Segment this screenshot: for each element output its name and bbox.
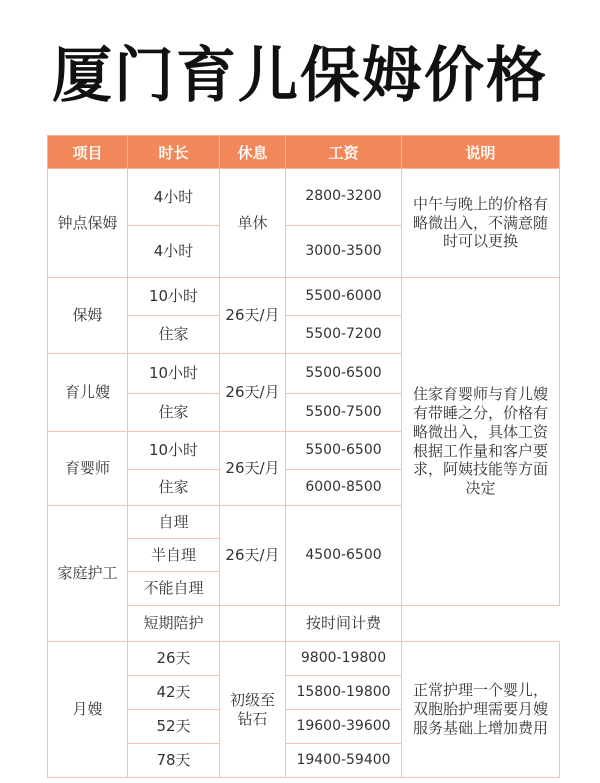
- salary-cell: 6000-8500: [286, 470, 402, 506]
- salary-cell: 5500-6500: [286, 354, 402, 394]
- duration-cell: 26天: [128, 642, 220, 676]
- item-cell: 保姆: [48, 278, 128, 354]
- salary-cell: 5500-6000: [286, 278, 402, 316]
- rest-cell: 26天/月: [220, 278, 286, 354]
- header-rest: 休息: [220, 136, 286, 169]
- item-cell: 月嫂: [48, 642, 128, 778]
- duration-cell: 自理: [128, 506, 220, 539]
- header-item: 项目: [48, 136, 128, 169]
- duration-cell: 住家: [128, 316, 220, 354]
- salary-cell: 2800-3200: [286, 169, 402, 226]
- header-duration: 时长: [128, 136, 220, 169]
- salary-cell: 19400-59400: [286, 744, 402, 778]
- table-row: [48, 278, 560, 316]
- salary-cell: 15800-19800: [286, 676, 402, 710]
- duration-cell: 10小时: [128, 278, 220, 316]
- page-title: 厦门育儿保姆价格: [52, 41, 548, 111]
- price-table: [47, 135, 560, 778]
- salary-cell: 19600-39600: [286, 710, 402, 744]
- header-salary: 工资: [286, 136, 402, 169]
- salary-cell: 9800-19800: [286, 642, 402, 676]
- duration-cell: 短期陪护: [128, 606, 220, 642]
- duration-cell: 半自理: [128, 539, 220, 572]
- salary-cell: 5500-7500: [286, 394, 402, 432]
- rest-cell: 单休: [220, 169, 286, 278]
- header-note: 说明: [402, 136, 560, 169]
- rest-cell: 26天/月: [220, 506, 286, 606]
- table-row: [48, 169, 560, 226]
- rest-cell: 26天/月: [220, 354, 286, 432]
- item-cell: 钟点保姆: [48, 169, 128, 278]
- duration-cell: 4小时: [128, 226, 220, 278]
- salary-cell: 4500-6500: [286, 506, 402, 606]
- duration-cell: 52天: [128, 710, 220, 744]
- duration-cell: 42天: [128, 676, 220, 710]
- duration-cell: 10小时: [128, 432, 220, 470]
- item-cell: 家庭护工: [48, 506, 128, 642]
- rest-cell: 初级至钻石: [220, 642, 286, 778]
- item-cell: 育儿嫂: [48, 354, 128, 432]
- rest-cell: [220, 606, 286, 642]
- salary-cell: 3000-3500: [286, 226, 402, 278]
- table-header-row: [48, 136, 560, 169]
- duration-cell: 住家: [128, 394, 220, 432]
- salary-cell: 5500-6500: [286, 432, 402, 470]
- note-cell: 正常护理一个婴儿，双胞胎护理需要月嫂服务基础上增加费用: [402, 642, 560, 778]
- note-cell: 中午与晚上的价格有略微出入，不满意随时可以更换: [402, 169, 560, 278]
- table-row: [48, 642, 560, 676]
- note-cell: 住家育婴师与育儿嫂有带睡之分，价格有略微出入，具体工资根据工作量和客户要求，阿姨技能等方面决定: [402, 278, 560, 606]
- salary-cell: 5500-7200: [286, 316, 402, 354]
- duration-cell: 78天: [128, 744, 220, 778]
- salary-cell: 按时间计费: [286, 606, 402, 642]
- rest-cell: 26天/月: [220, 432, 286, 506]
- duration-cell: 不能自理: [128, 572, 220, 606]
- duration-cell: 10小时: [128, 354, 220, 394]
- item-cell: 育婴师: [48, 432, 128, 506]
- duration-cell: 4小时: [128, 169, 220, 226]
- duration-cell: 住家: [128, 470, 220, 506]
